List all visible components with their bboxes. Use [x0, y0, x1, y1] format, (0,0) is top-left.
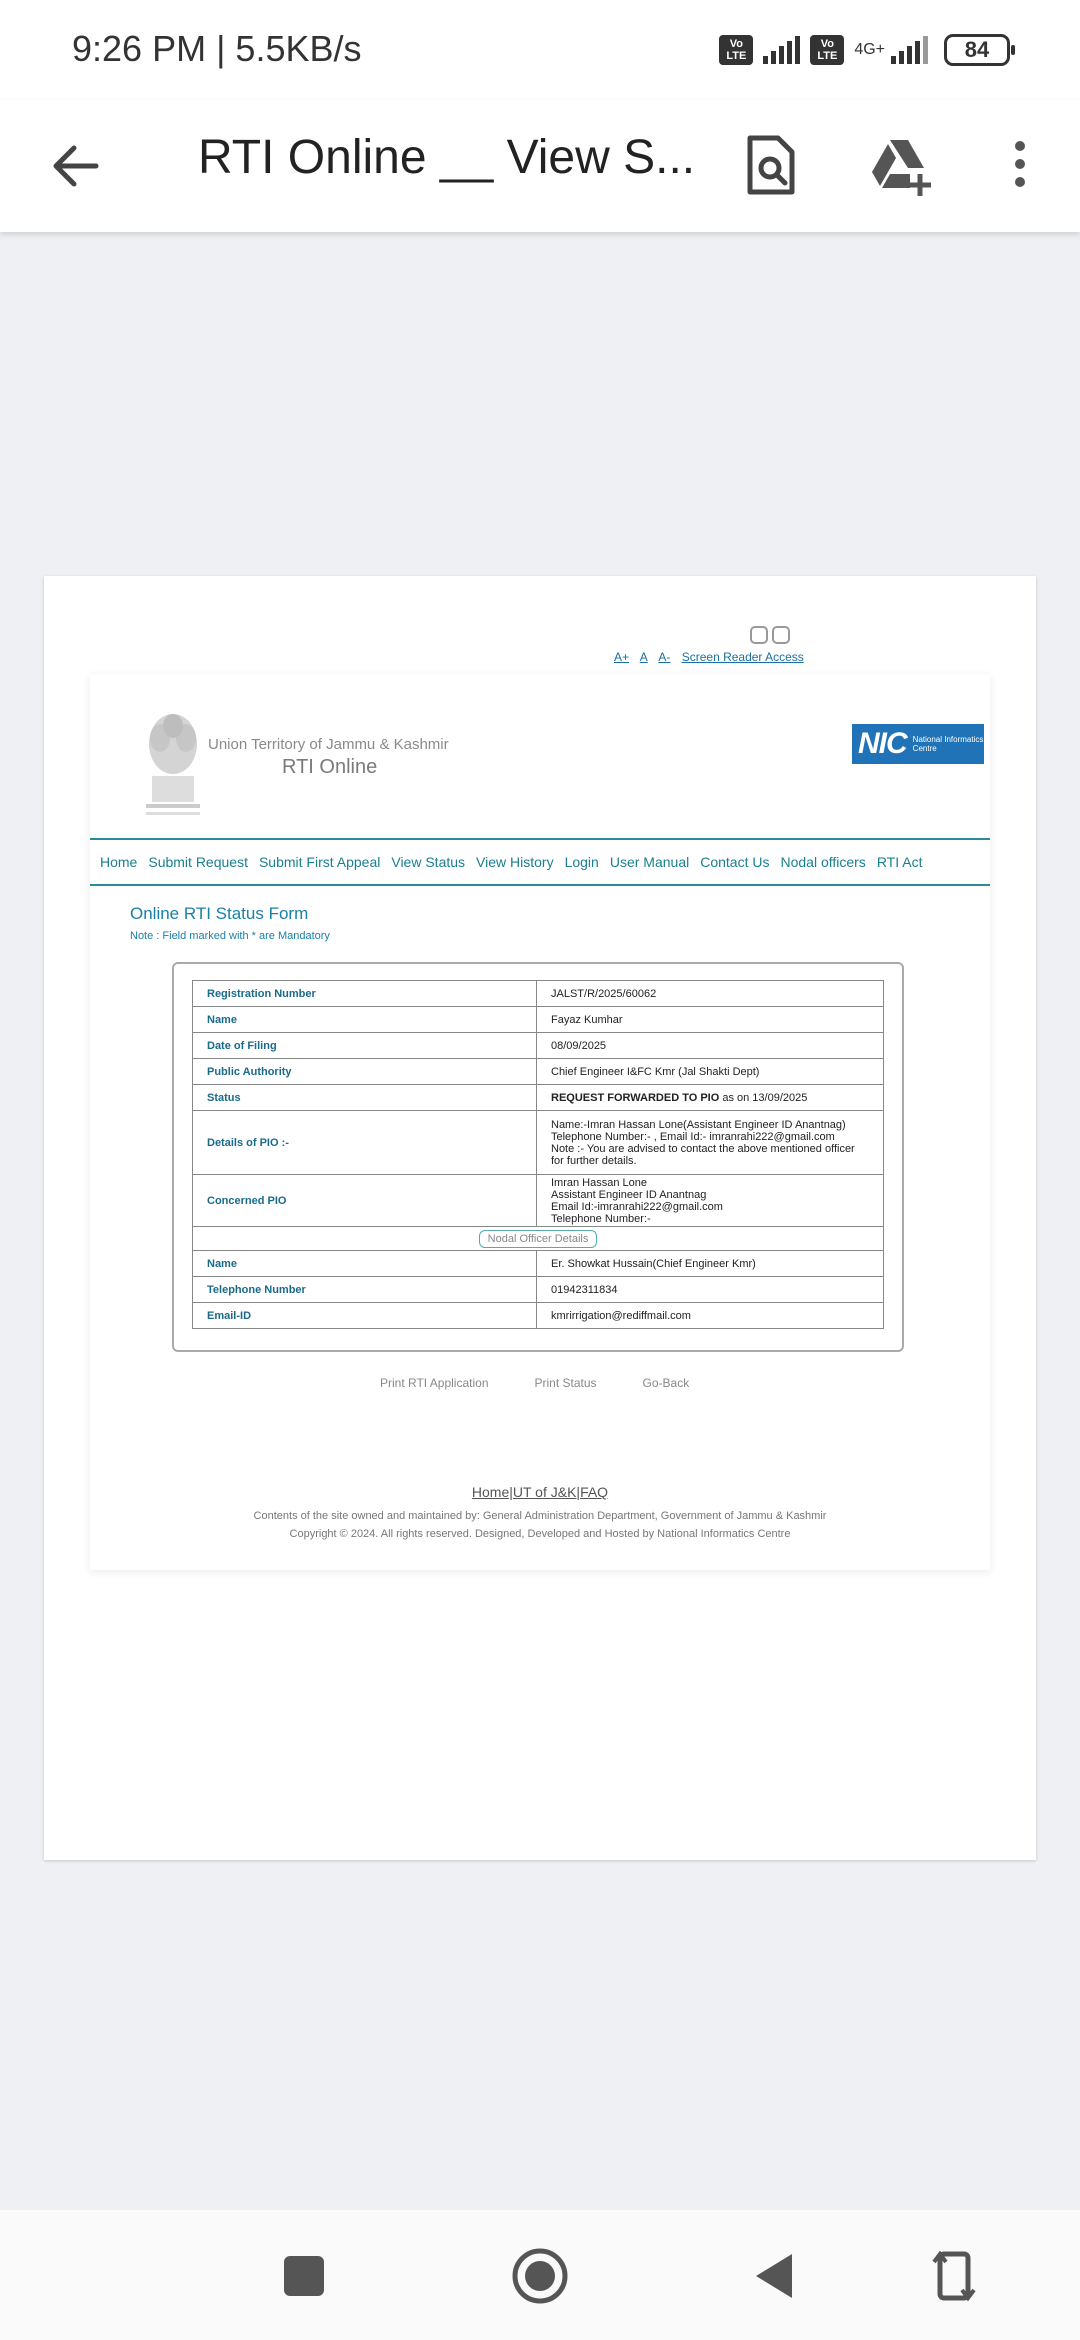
nic-logo	[852, 724, 984, 764]
checkbox-icon	[772, 626, 790, 644]
nav-nodal-officers[interactable]: Nodal officers	[780, 854, 866, 870]
form-note: Note : Field marked with * are Mandatory	[130, 930, 330, 942]
status-bar	[0, 0, 1080, 100]
table-row	[193, 1059, 884, 1085]
footer-links	[90, 1484, 990, 1500]
signal-icon	[763, 36, 800, 64]
table-row	[193, 1111, 884, 1175]
nic-logo-subtext: National Informatics Centre	[912, 735, 984, 753]
row-label: Email-ID	[193, 1303, 537, 1329]
footer-link-group[interactable]: Home|UT of J&K|FAQ	[471, 1484, 609, 1500]
status-table	[192, 980, 884, 1329]
footer-copyright: Copyright © 2024. All rights reserved. Designed, Developed and Hosted by National Informatics Centre	[289, 1528, 791, 1540]
row-label: Name	[193, 1251, 537, 1277]
recents-square-icon[interactable]	[274, 2246, 334, 2306]
nav-user-manual[interactable]: User Manual	[609, 854, 690, 870]
pdf-page	[44, 576, 1036, 1860]
status-icons	[719, 30, 1010, 70]
status-value	[537, 1085, 884, 1111]
table-row	[193, 1033, 884, 1059]
go-back-button[interactable]: Go-Back	[642, 1376, 690, 1390]
print-rti-application-button[interactable]: Print RTI Application	[380, 1376, 489, 1390]
table-row	[193, 1251, 884, 1277]
display-toggle-boxes	[730, 626, 790, 644]
concerned-line: Email Id:-imranrahi222@gmail.com	[551, 1200, 723, 1213]
nic-logo-text: NIC	[858, 727, 907, 760]
row-value: 08/09/2025	[537, 1033, 884, 1059]
nav-login[interactable]: Login	[564, 854, 599, 870]
pio-line: Telephone Number:- , Email Id:- imranrahi222@gmail.com	[551, 1130, 835, 1143]
pio-line: Name:-Imran Hassan Lone(Assistant Engineer ID Anantnag)	[551, 1118, 846, 1131]
form-actions	[380, 1376, 689, 1390]
pio-line: Note :- You are advised to contact the above mentioned officer for further details.	[551, 1142, 855, 1167]
network-type: 4G+	[854, 41, 885, 58]
table-row	[193, 1227, 884, 1251]
status-date: as on 13/09/2025	[719, 1091, 808, 1104]
row-value: Chief Engineer I&FC Kmr (Jal Shakti Dept)	[537, 1059, 884, 1085]
row-label: Registration Number	[193, 981, 537, 1007]
concerned-line: Imran Hassan Lone	[551, 1176, 647, 1189]
font-increase-link[interactable]: A+	[614, 650, 630, 664]
nav-rti-act[interactable]: RTI Act	[876, 854, 923, 870]
accessibility-links	[614, 650, 812, 664]
nav-submit-request[interactable]: Submit Request	[148, 854, 248, 870]
app-toolbar	[0, 100, 1080, 232]
screen-reader-link[interactable]: Screen Reader Access	[681, 650, 804, 664]
status-label: Status	[193, 1085, 537, 1111]
signal-icon	[891, 36, 928, 64]
document-title: RTI Online __ View S...	[198, 131, 696, 184]
status-table-container	[172, 962, 904, 1352]
table-row	[193, 1007, 884, 1033]
table-row	[193, 1277, 884, 1303]
system-nav-bar	[0, 2210, 1080, 2340]
nav-view-history[interactable]: View History	[476, 854, 554, 870]
battery-icon: 84	[944, 34, 1010, 66]
nodal-officer-details-button[interactable]: Nodal Officer Details	[479, 1230, 598, 1248]
more-vertical-icon[interactable]	[1000, 130, 1040, 200]
site-name: RTI Online	[282, 756, 378, 778]
main-nav	[90, 838, 990, 886]
checkbox-icon	[750, 626, 768, 644]
table-row	[193, 981, 884, 1007]
concerned-pio-details	[537, 1175, 884, 1227]
row-label: Name	[193, 1007, 537, 1033]
row-value: Er. Showkat Hussain(Chief Engineer Kmr)	[537, 1251, 884, 1277]
row-label: Date of Filing	[193, 1033, 537, 1059]
row-value: Fayaz Kumhar	[537, 1007, 884, 1033]
table-row	[193, 1175, 884, 1227]
form-title: Online RTI Status Form	[130, 904, 309, 923]
concerned-line: Assistant Engineer ID Anantnag	[551, 1188, 707, 1201]
nav-submit-first-appeal[interactable]: Submit First Appeal	[258, 854, 381, 870]
row-value: 01942311834	[537, 1277, 884, 1303]
nodal-header-cell	[193, 1227, 884, 1251]
pio-details	[537, 1111, 884, 1175]
font-normal-link[interactable]: A	[639, 650, 648, 664]
state-emblem-icon	[138, 704, 208, 822]
print-status-button[interactable]: Print Status	[534, 1376, 597, 1390]
row-label: Telephone Number	[193, 1277, 537, 1303]
concerned-line: Telephone Number:-	[551, 1212, 651, 1225]
footer-maintained-by: Contents of the site owned and maintained by: General Administration Department, Government of Jammu & Kashmir	[253, 1510, 827, 1522]
add-to-drive-icon[interactable]	[866, 130, 936, 200]
volte-icon: Vo LTE	[810, 35, 844, 65]
home-circle-icon[interactable]	[510, 2246, 570, 2306]
nav-home[interactable]: Home	[100, 854, 138, 870]
row-value: kmrirrigation@rediffmail.com	[537, 1303, 884, 1329]
find-in-page-icon[interactable]	[740, 130, 800, 200]
status-text: REQUEST FORWARDED TO PIO	[551, 1091, 720, 1104]
row-value: JALST/R/2025/60062	[537, 981, 884, 1007]
nav-contact-us[interactable]: Contact Us	[700, 854, 770, 870]
table-row	[193, 1303, 884, 1329]
volte-icon: Vo LTE	[719, 35, 753, 65]
table-row	[193, 1085, 884, 1111]
rotate-icon[interactable]	[924, 2246, 984, 2306]
back-triangle-icon[interactable]	[744, 2246, 804, 2306]
nav-view-status[interactable]: View Status	[391, 854, 466, 870]
rti-site-page	[90, 674, 990, 1570]
ut-name: Union Territory of Jammu & Kashmir	[208, 736, 449, 753]
row-label: Public Authority	[193, 1059, 537, 1085]
arrow-left-icon[interactable]	[46, 136, 106, 196]
font-decrease-link[interactable]: A-	[658, 650, 671, 664]
status-time: 9:26 PM | 5.5KB/s	[72, 28, 362, 69]
pio-label: Details of PIO :-	[193, 1111, 537, 1175]
concerned-pio-label: Concerned PIO	[193, 1175, 537, 1227]
